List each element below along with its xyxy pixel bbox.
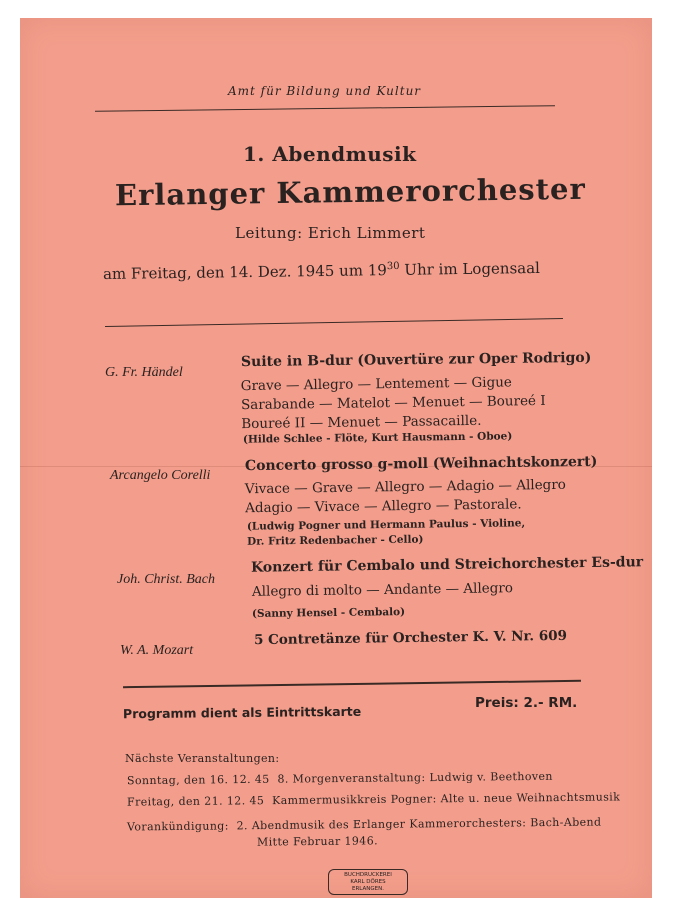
movements-bach: Allegro di molto — Andante — Allegro	[251, 580, 514, 600]
movements-handel	[241, 373, 546, 434]
work-bach: Konzert für Cembalo und Streichorchester Es-dur	[250, 554, 644, 576]
preview-label: Vorankündigung:	[126, 819, 229, 834]
event-text: 8. Morgenveranstaltung: Ludwig v. Beethoven	[277, 769, 553, 786]
movement-line: Grave — Allegro — Lentement — Gigue	[240, 374, 512, 395]
office-header: Amt für Bildung und Kultur	[228, 84, 422, 98]
date-prefix: am Freitag, den 14. Dez. 1945 um 19	[102, 261, 387, 284]
performers-handel: (Hilde Schlee - Flöte, Kurt Hausmann - Oboe)	[242, 430, 513, 446]
time-minutes: 30	[386, 260, 400, 273]
preview-text: 2. Abendmusik des Erlanger Kammerorchesters: Bach-Abend	[236, 815, 602, 833]
date-suffix: Uhr im Logensaal	[399, 258, 541, 279]
admission-note: Programm dient als Eintrittskarte	[122, 703, 362, 722]
event-date: Sonntag, den 16. 12. 45	[126, 772, 270, 788]
movement-line: Vivace — Grave — Allegro — Adagio — Allegro	[244, 476, 566, 498]
work-mozart: 5 Contretänze für Orchester K. V. Nr. 609	[253, 627, 568, 649]
ticket-price: Preis: 2.- RM.	[475, 695, 578, 711]
composer-bach: Joh. Christ. Bach	[117, 572, 215, 587]
composer-mozart: W. A. Mozart	[120, 643, 194, 658]
event-date: Freitag, den 21. 12. 45	[126, 794, 265, 809]
conductor-line: Leitung: Erich Limmert	[235, 224, 426, 242]
movement-line: Adagio — Vivace — Allegro — Pastorale.	[245, 496, 522, 517]
performer-line: Dr. Fritz Redenbacher - Cello)	[247, 533, 424, 548]
printer-line: ERLANGEN.	[352, 886, 384, 892]
performers-bach: (Sanny Hensel - Cembalo)	[251, 606, 406, 620]
printer-line: KARL DÖRES	[350, 879, 386, 885]
event-title: 1. Abendmusik	[243, 142, 417, 166]
ensemble-title: Erlanger Kammerorchester	[114, 171, 586, 213]
movement-line: Boureé II — Menuet — Passacaille.	[241, 412, 482, 433]
composer-corelli: Arcangelo Corelli	[110, 468, 211, 483]
event-text: Kammermusikkreis Pogner: Alte u. neue Weihnachtsmusik	[271, 790, 621, 808]
preview-text-continued: Mitte Februar 1946.	[256, 834, 379, 849]
work-corelli: Concerto grosso g-moll (Weihnachtskonzert)	[244, 453, 598, 475]
upcoming-heading: Nächste Veranstaltungen:	[125, 752, 280, 765]
performers-corelli	[247, 516, 526, 549]
printer-line: BUCHDRUCKEREI	[344, 872, 392, 878]
movement-line: Sarabande — Matelot — Menuet — Boureé I	[240, 392, 546, 414]
printer-stamp	[328, 869, 408, 895]
movements-corelli	[245, 476, 567, 518]
composer-handel: G. Fr. Händel	[105, 365, 183, 380]
work-handel: Suite in B-dur (Ouvertüre zur Oper Rodrigo)	[240, 349, 592, 371]
performer-line: (Ludwig Pogner und Hermann Paulus - Violine,	[246, 517, 526, 533]
